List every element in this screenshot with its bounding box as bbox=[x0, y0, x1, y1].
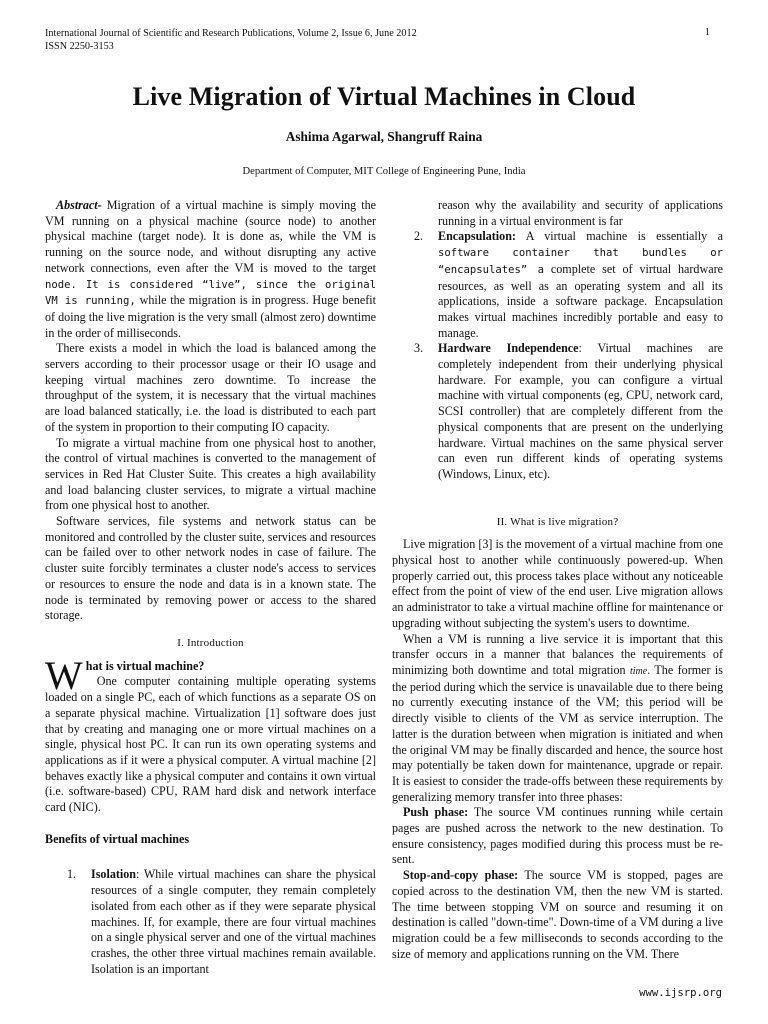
list-item-label: Hardware Independence bbox=[438, 341, 579, 356]
abstract-label: Abstract- bbox=[56, 198, 102, 212]
list-number: 3. bbox=[414, 341, 424, 356]
intro-question-heading: hat is virtual machine? bbox=[85, 658, 205, 673]
journal-name: International Journal of Scientific and Research Publications, Volume 2, Issue 6, June 2012 bbox=[45, 28, 417, 39]
issn: ISSN 2250-3153 bbox=[45, 41, 114, 52]
benefits-list bbox=[45, 867, 376, 977]
list-number: 1. bbox=[67, 867, 77, 882]
list-item-mono-text: software container that bundles or “encapsulates” a bbox=[438, 247, 723, 276]
list-item-text: : Virtual machines are completely independent from their underlying physical hardware. For example, you can configure a virtual machine with virtual components (eg, CPU, network card, SCSI controller) that are completely different from the physical components that are present on the underlying hardware. Virtual machines on the same physical server can even run different kinds of operating systems (Windows, Linux, etc). bbox=[438, 341, 723, 481]
live-migration-paragraph-2 bbox=[392, 632, 723, 806]
paper-title: Live Migration of Virtual Machines in Cloud bbox=[132, 82, 636, 111]
abstract-paragraph-4: Software services, file systems and network status can be monitored and controlled by the cluster suite, services and resources can be failed over to other network nodes in case of failure. The cluster suite forcibly terminates a cluster node's access to services or resources to ensure the node and data is in a known state. The node is terminated by removing power or access to the shared storage. bbox=[45, 514, 376, 623]
intro-paragraph bbox=[45, 652, 376, 816]
list-item-text: : While virtual machines can share the physical resources of a single computer, they remain completely isolated from each other as if they were separate physical machines. If, for example, there are four virtual machines on a single physical server and one of the virtual machines crashes, the other three virtual machines remain available. Isolation is an important bbox=[91, 867, 376, 976]
push-phase-text: The source VM continues running while certain pages are pushed across the network to the new destination. To ensure consistency, pages modified during this process must be re-sent. bbox=[392, 805, 723, 867]
benefits-heading: Benefits of virtual machines bbox=[45, 831, 190, 846]
list-item bbox=[45, 867, 376, 977]
page-number: 1 bbox=[704, 27, 710, 38]
footer-url[interactable]: www.ijsrp.org bbox=[639, 987, 722, 999]
section-heading-live-migration: II. What is live migration? bbox=[496, 515, 619, 528]
list-item-label: Isolation bbox=[91, 867, 137, 882]
paragraph-text-end: . The former is the period during which the service is unavailable due to there being no currently executing instance of the VM; this period will be directly visible to clients of the VM as service interruption. The latter is the duration between when migration is initiated and when the original VM may be finally discarded and hence, the source host may potentially be taken down for maintenance, upgrade or repair. It is easiest to consider the trade-offs between these requirements by generalizing memory transfer into three phases: bbox=[392, 662, 723, 804]
affiliation: Department of Computer, MIT College of Engineering Pune, India bbox=[242, 166, 526, 177]
benefits-list-continued bbox=[392, 229, 723, 482]
list-item-text: A virtual machine is essentially a bbox=[515, 229, 723, 244]
list-item-continuation: reason why the availability and security of applications running in a virtual environment is far bbox=[438, 198, 723, 228]
drop-cap: W bbox=[45, 652, 83, 698]
list-item bbox=[392, 341, 723, 482]
section-heading-introduction: I. Introduction bbox=[177, 636, 244, 649]
list-number: 2. bbox=[414, 229, 424, 244]
abstract-paragraph bbox=[45, 198, 376, 341]
authors: Ashima Agarwal, Shangruff Raina bbox=[285, 129, 483, 144]
abstract-paragraph-2: There exists a model in which the load is balanced among the servers according to their processor usage or their IO usage and keeping virtual machines zero downtime. To increase the throughput of the system, it is necessary that the virtual machines are load balanced statically, i.e. the load is distributed to each part of the system in proportion to their computing IO capacity. bbox=[45, 341, 376, 434]
abstract-text: Migration of a virtual machine is simply moving the VM running on a physical machine (source node) to another physical machine (target node). It is done as, while the VM is running on the source node, and without disrupting any active network connections, even after the VM is moved to the target bbox=[45, 198, 376, 275]
abstract-paragraph-3: To migrate a virtual machine from one physical host to another, the control of virtual machines is converted to the management of services in Red Hat Cluster Suite. This creates a high availability and load balancing cluster services, to migrate a virtual machine from one physical host to another. bbox=[45, 435, 376, 513]
stop-copy-phase-paragraph bbox=[392, 868, 723, 962]
live-migration-paragraph-1: Live migration [3] is the movement of a virtual machine from one physical host to another while continuously powered-up. When properly carried out, this process takes place without any noticeable effect from the point of view of the end user. Live migration allows an administrator to take a virtual machine offline for maintenance or upgrading without subjecting the system's users to downtime. bbox=[392, 537, 723, 630]
list-item-label: Encapsulation: bbox=[438, 229, 516, 244]
list-item bbox=[392, 229, 723, 341]
stop-copy-phase-label: Stop-and-copy phase: bbox=[403, 868, 519, 883]
push-phase-label: Push phase: bbox=[403, 805, 469, 820]
paragraph-text: When a VM is running a live service it is important that this transfer occurs in a manner that balances the requirements of minimizing both downtime and total migration bbox=[392, 631, 723, 677]
left-column bbox=[45, 198, 376, 977]
right-column bbox=[392, 198, 723, 962]
list-item-text-end: complete set of virtual hardware resources, as well as an operating system and all its applications, inside a software package. Encapsulation makes virtual machines incredibly portable and easy to manage. bbox=[438, 261, 723, 340]
push-phase-paragraph bbox=[392, 805, 723, 868]
journal-header bbox=[45, 27, 417, 53]
italic-term: time bbox=[630, 665, 648, 677]
abstract-mono-text: node. It is considered “live”, since the original VM is running, bbox=[45, 278, 376, 308]
stop-copy-phase-text: The source VM is stopped, pages are copied across to the destination VM, then the new VM is started. The time between stopping VM on source and resuming it on destination is called "down-time". Down-time of a VM during a live migration could be a few milliseconds to seconds according to the size of memory and applications running on the VM. There bbox=[392, 868, 723, 961]
abstract-text-end: while the migration is in progress. Huge benefit of doing the live migration is the very small (almost zero) downtime in the order of milliseconds. bbox=[45, 293, 376, 340]
intro-text: One computer containing multiple operating systems loaded on a single PC, each of which functions as a separate OS on a separate physical machine. Virtualization [1] software does just that by creating and managing one or more virtual machines on a single, physical host PC. It can run its own operating systems and applications as if it were a physical computer. A virtual machine [2] behaves exactly like a physical computer and contains it own virtual (i.e. software-based) CPU, RAM hard disk and network interface card (NIC). bbox=[45, 674, 376, 815]
